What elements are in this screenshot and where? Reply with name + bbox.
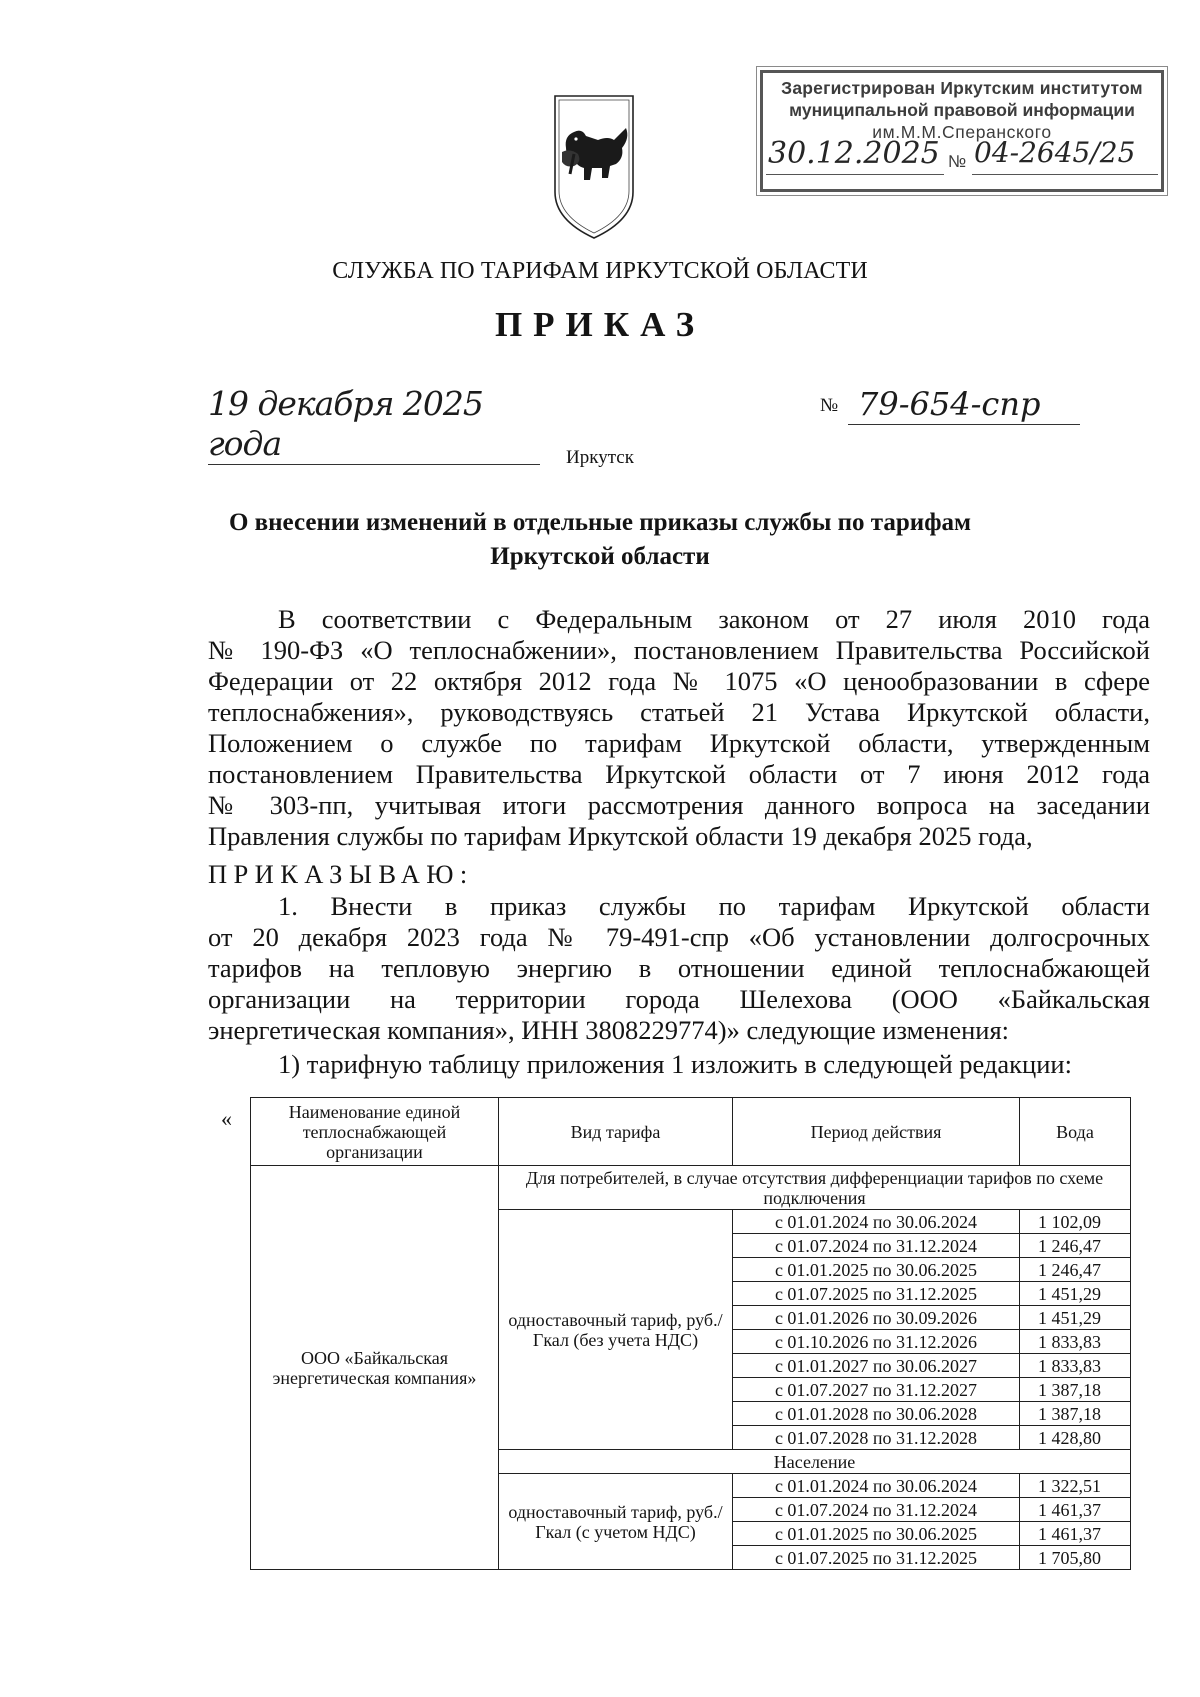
section-title: Для потребителей, в случае отсутствия дифференциации тарифов по схеме подключения xyxy=(499,1166,1131,1210)
stamp-date: 30.12.2025 xyxy=(768,136,940,171)
value-cell: 1 322,51 xyxy=(1020,1474,1131,1498)
period-cell: с 01.01.2026 по 30.09.2026 xyxy=(733,1306,1020,1330)
period-cell: с 01.07.2025 по 31.12.2025 xyxy=(733,1546,1020,1570)
stamp-date-underline xyxy=(766,174,944,175)
preamble-line: Положением о службе по тарифам Иркутской области, утвержденным xyxy=(208,728,1150,758)
section-title: Население xyxy=(499,1450,1131,1474)
preamble-line: постановлением Правительства Иркутской области от 7 июня 2012 года xyxy=(208,759,1150,789)
opening-quote: « xyxy=(221,1106,232,1131)
preamble-line: Федерации от 22 октября 2012 года № 1075 «О ценообразовании в сфере xyxy=(208,666,1150,696)
period-cell: с 01.01.2024 по 30.06.2024 xyxy=(733,1474,1020,1498)
subject-line-1: О внесении изменений в отдельные приказы службы по тарифам xyxy=(228,509,972,536)
period-cell: с 01.01.2025 по 30.06.2025 xyxy=(733,1258,1020,1282)
value-cell: 1 451,29 xyxy=(1020,1282,1131,1306)
preamble-line: № 303-пп, учитывая итоги рассмотрения данного вопроса на заседании xyxy=(208,790,1150,820)
order-number-label: № xyxy=(820,395,839,416)
value-cell: 1 387,18 xyxy=(1020,1402,1131,1426)
section-row xyxy=(251,1166,1131,1210)
preamble-line: В соответствии с Федеральным законом от 27 июля 2010 года xyxy=(278,604,1150,634)
item1-line: организации на территории города Шелехова (ООО «Байкальская xyxy=(208,984,1150,1014)
item1-line: 1. Внести в приказ службы по тарифам Иркутской области xyxy=(278,891,1150,921)
period-cell: с 01.07.2024 по 31.12.2024 xyxy=(733,1234,1020,1258)
coat-of-arms-emblem xyxy=(552,92,636,242)
subitem-1: 1) тарифную таблицу приложения 1 изложить в следующей редакции: xyxy=(278,1049,1072,1079)
stamp-number-label: № xyxy=(948,152,967,171)
value-cell: 1 461,37 xyxy=(1020,1522,1131,1546)
header-water: Вода xyxy=(1020,1098,1131,1166)
header-org: Наименование единой теплоснабжающей организации xyxy=(251,1098,499,1166)
value-cell: 1 705,80 xyxy=(1020,1546,1131,1570)
period-cell: с 01.01.2028 по 30.06.2028 xyxy=(733,1402,1020,1426)
value-cell: 1 461,37 xyxy=(1020,1498,1131,1522)
agency-name: СЛУЖБА ПО ТАРИФАМ ИРКУТСКОЙ ОБЛАСТИ xyxy=(332,258,868,284)
preamble-line: № 190-ФЗ «О теплоснабжении», постановлением Правительства Российской xyxy=(208,635,1150,665)
tariff-type-cell: одноставочный тариф, руб./Гкал (с учетом НДС) xyxy=(499,1474,733,1570)
value-cell: 1 428,80 xyxy=(1020,1426,1131,1450)
period-cell: с 01.01.2025 по 30.06.2025 xyxy=(733,1522,1020,1546)
value-cell: 1 451,29 xyxy=(1020,1306,1131,1330)
stamp-line-1: Зарегистрирован Иркутским институтом xyxy=(781,78,1143,98)
tariff-type-cell: одноставочный тариф, руб./Гкал (без учета НДС) xyxy=(499,1210,733,1450)
period-cell: с 01.01.2024 по 30.06.2024 xyxy=(733,1210,1020,1234)
period-cell: с 01.07.2025 по 31.12.2025 xyxy=(733,1282,1020,1306)
value-cell: 1 387,18 xyxy=(1020,1378,1131,1402)
stamp-line-2: муниципальной правовой информации xyxy=(789,100,1135,120)
stamp-line-3: им.М.М.Сперанского xyxy=(872,122,1052,142)
period-cell: с 01.07.2024 по 31.12.2024 xyxy=(733,1498,1020,1522)
tariff-table xyxy=(250,1097,1131,1570)
period-cell: с 01.07.2028 по 31.12.2028 xyxy=(733,1426,1020,1450)
period-cell: с 01.07.2027 по 31.12.2027 xyxy=(733,1378,1020,1402)
preamble-line: теплоснабжения», руководствуясь статьей 21 Устава Иркутской области, xyxy=(208,697,1150,727)
header-period: Период действия xyxy=(733,1098,1020,1166)
subject-line-2: Иркутской области xyxy=(490,543,710,570)
org-name-cell: ООО «Байкальская энергетическая компания» xyxy=(251,1166,499,1570)
document-type-title: ПРИКАЗ xyxy=(494,305,706,344)
value-cell: 1 833,83 xyxy=(1020,1330,1131,1354)
stamp-registration-row xyxy=(760,134,1164,184)
period-cell: с 01.10.2026 по 31.12.2026 xyxy=(733,1330,1020,1354)
stamp-number-underline xyxy=(972,174,1158,175)
value-cell: 1 246,47 xyxy=(1020,1258,1131,1282)
decree-word: ПРИКАЗЫВАЮ: xyxy=(208,859,474,889)
order-subject xyxy=(0,506,1200,574)
value-cell: 1 833,83 xyxy=(1020,1354,1131,1378)
item1-line: тарифов на тепловую энергию в отношении единой теплоснабжающей xyxy=(208,953,1150,983)
stamp-number: 04-2645/25 xyxy=(974,136,1136,169)
item1-line: энергетическая компания», ИНН 3808229774)» следующие изменения: xyxy=(208,1015,1010,1045)
preamble-line: Правления службы по тарифам Иркутской области 19 декабря 2025 года, xyxy=(208,821,1033,851)
order-date-handwritten: 19 декабря 2025 года xyxy=(208,384,540,465)
order-number-handwritten: 79-654-спр xyxy=(848,384,1080,425)
item1-line: от 20 декабря 2023 года № 79-491-спр «Об установлении долгосрочных xyxy=(208,922,1150,952)
table-header-row xyxy=(251,1098,1131,1166)
value-cell: 1 102,09 xyxy=(1020,1210,1131,1234)
period-cell: с 01.01.2027 по 30.06.2027 xyxy=(733,1354,1020,1378)
value-cell: 1 246,47 xyxy=(1020,1234,1131,1258)
header-tariff-type: Вид тарифа xyxy=(499,1098,733,1166)
city-name: Иркутск xyxy=(566,447,634,468)
